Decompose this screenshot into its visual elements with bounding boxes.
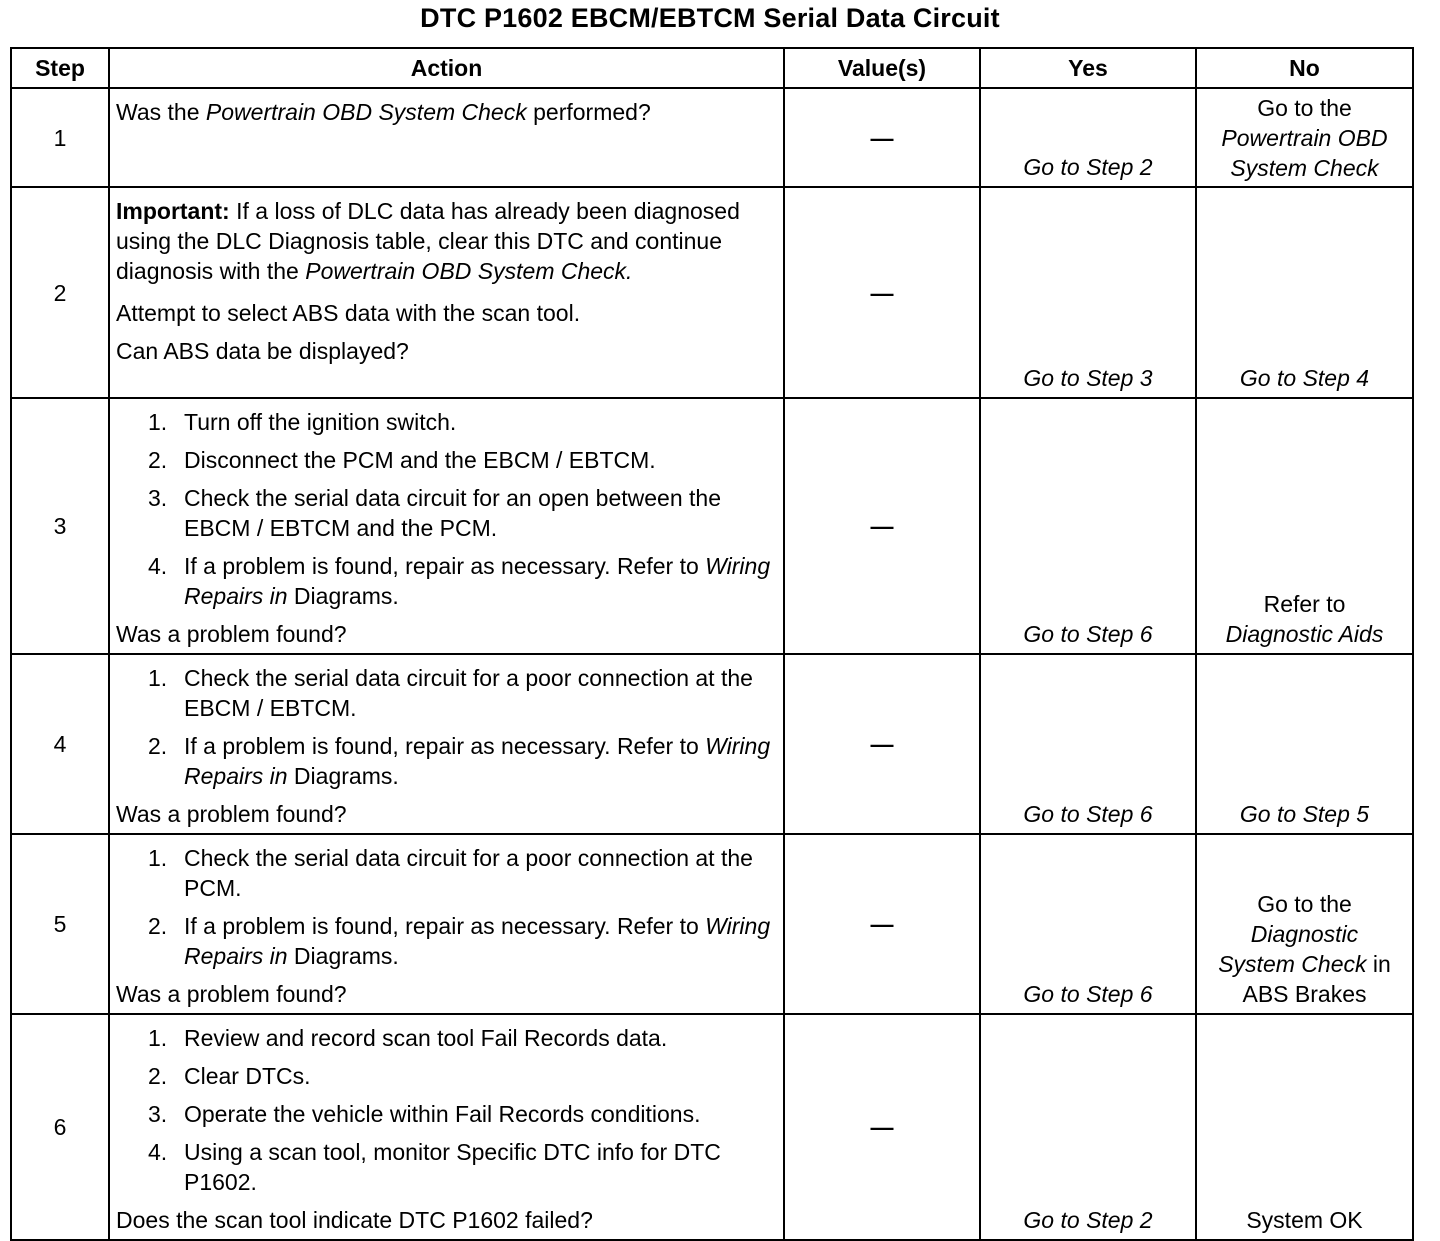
list-item: 2. Clear DTCs. [148, 1063, 311, 1089]
action-question: Can ABS data be displayed? [116, 338, 409, 364]
yes-cell: Go to Step 6 [980, 654, 1196, 834]
table-header-row [11, 48, 1413, 88]
no-cell: Refer to Diagnostic Aids [1196, 398, 1413, 654]
action-cell [109, 834, 784, 1014]
header-step: Step [11, 48, 109, 88]
no-cell: System OK [1196, 1014, 1413, 1240]
action-question: Was a problem found? [116, 981, 347, 1007]
value-cell: — [784, 187, 980, 398]
diagnostic-table [10, 47, 1414, 1241]
list-item: 1. Check the serial data circuit for a poor connection at the PCM. [148, 845, 753, 901]
page-title: DTC P1602 EBCM/EBTCM Serial Data Circuit [420, 3, 1000, 33]
step-number: 2 [11, 187, 109, 398]
step-number: 5 [11, 834, 109, 1014]
list-item: 4. If a problem is found, repair as necessary. Refer to Wiring Repairs in Diagrams. [148, 553, 771, 609]
action-list [116, 843, 777, 971]
table-row [11, 654, 1413, 834]
value-cell: — [784, 1014, 980, 1240]
action-cell [109, 1014, 784, 1240]
action-question: Was a problem found? [116, 621, 347, 647]
yes-cell: Go to Step 2 [980, 1014, 1196, 1240]
header-no: No [1196, 48, 1413, 88]
action-cell [109, 88, 784, 187]
no-cell: Go to the Powertrain OBD System Check [1196, 88, 1413, 187]
value-cell: — [784, 398, 980, 654]
action-list [116, 663, 777, 791]
yes-cell: Go to Step 3 [980, 187, 1196, 398]
yes-cell: Go to Step 6 [980, 398, 1196, 654]
yes-cell: Go to Step 2 [980, 88, 1196, 187]
list-item: 2. If a problem is found, repair as necessary. Refer to Wiring Repairs in Diagrams. [148, 733, 771, 789]
action-cell [109, 654, 784, 834]
important-note: Important: If a loss of DLC data has already been diagnosed using the DLC Diagnosis table, clear this DTC and continue diagnosis with the Powertrain OBD System Check. [116, 198, 740, 284]
action-cell [109, 398, 784, 654]
table-row [11, 398, 1413, 654]
list-item: 1. Check the serial data circuit for a poor connection at the EBCM / EBTCM. [148, 665, 753, 721]
yes-cell: Go to Step 6 [980, 834, 1196, 1014]
value-cell: — [784, 88, 980, 187]
step-number: 6 [11, 1014, 109, 1240]
no-cell: Go to Step 5 [1196, 654, 1413, 834]
step-number: 1 [11, 88, 109, 187]
step-number: 4 [11, 654, 109, 834]
action-question: Does the scan tool indicate DTC P1602 failed? [116, 1207, 593, 1233]
value-cell: — [784, 834, 980, 1014]
list-item: 4. Using a scan tool, monitor Specific DTC info for DTC P1602. [148, 1139, 721, 1195]
step-number: 3 [11, 398, 109, 654]
header-yes: Yes [980, 48, 1196, 88]
action-list [116, 407, 777, 611]
list-item: 3. Check the serial data circuit for an open between the EBCM / EBTCM and the PCM. [148, 485, 721, 541]
list-item: 2. Disconnect the PCM and the EBCM / EBTCM. [148, 447, 656, 473]
action-list [116, 1023, 777, 1197]
table-row [11, 88, 1413, 187]
no-cell: Go to Step 4 [1196, 187, 1413, 398]
action-question: Was a problem found? [116, 801, 347, 827]
table-row [11, 1014, 1413, 1240]
header-values: Value(s) [784, 48, 980, 88]
list-item: 1. Review and record scan tool Fail Records data. [148, 1025, 668, 1051]
list-item: 1. Turn off the ignition switch. [148, 409, 457, 435]
action-cell [109, 187, 784, 398]
table-row [11, 834, 1413, 1014]
no-cell: Go to the Diagnostic System Check in ABS Brakes [1196, 834, 1413, 1014]
action-text: Attempt to select ABS data with the scan tool. [116, 300, 581, 326]
list-item: 3. Operate the vehicle within Fail Records conditions. [148, 1101, 701, 1127]
action-text: Was the Powertrain OBD System Check performed? [116, 99, 651, 125]
value-cell: — [784, 654, 980, 834]
list-item: 2. If a problem is found, repair as necessary. Refer to Wiring Repairs in Diagrams. [148, 913, 771, 969]
table-row [11, 187, 1413, 398]
header-action: Action [109, 48, 784, 88]
